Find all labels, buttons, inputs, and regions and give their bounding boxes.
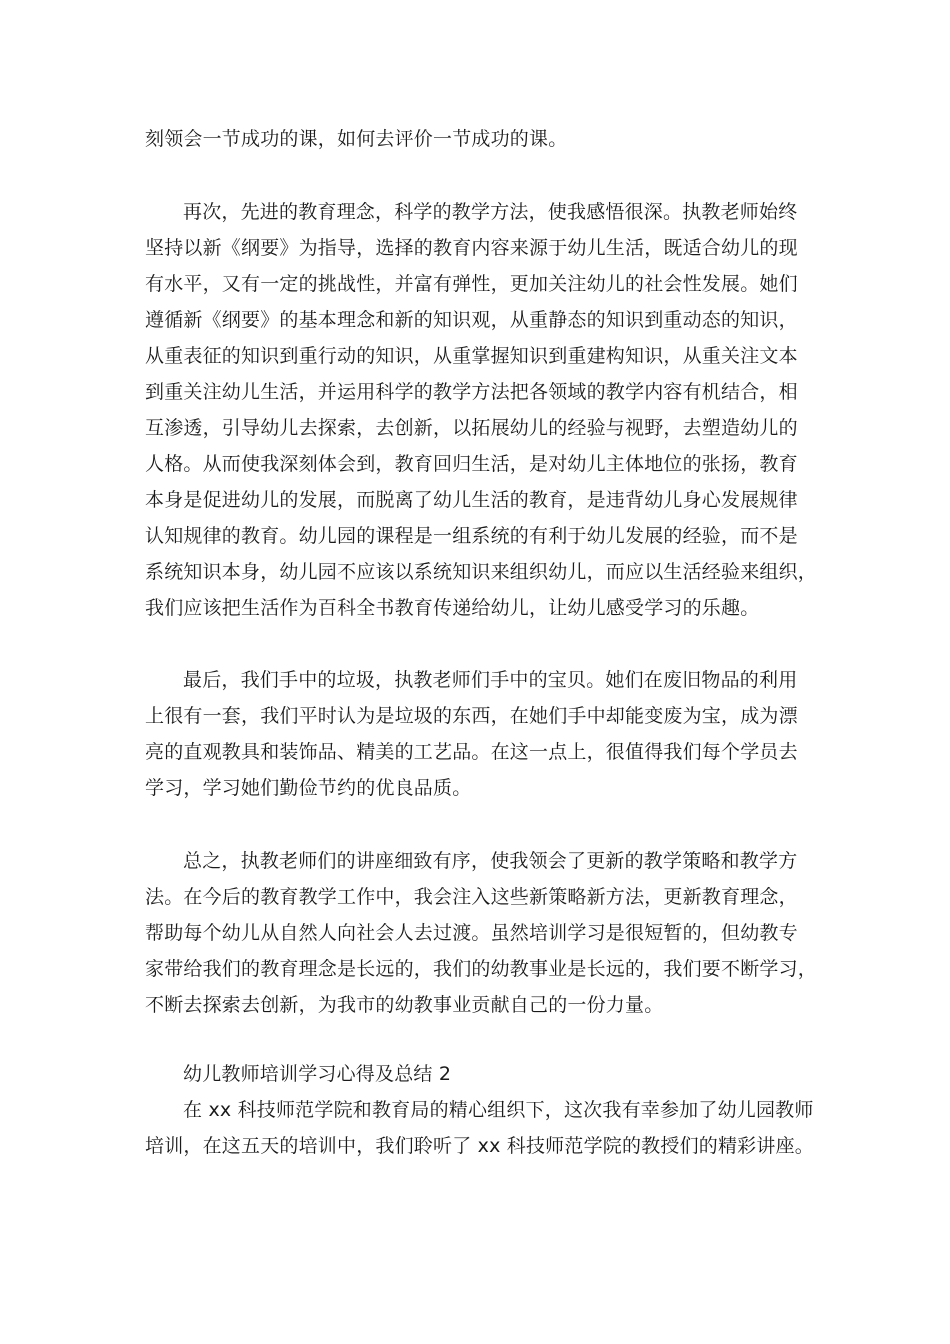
text-line: 总之，执教老师们的讲座细致有序，使我领会了更新的教学策略和教学方 bbox=[183, 850, 798, 872]
text-line: 互渗透，引导幼儿去探索，去创新，以拓展幼儿的经验与视野，去塑造幼儿的 bbox=[145, 417, 798, 439]
text-line: 遵循新《纲要》的基本理念和新的知识观，从重静态的知识到重动态的知识， bbox=[145, 309, 798, 331]
text-line: 法。在今后的教育教学工作中，我会注入这些新策略新方法，更新教育理念， bbox=[145, 886, 798, 908]
text-line: 人格。从而使我深刻体会到，教育回归生活，是对幼儿主体地位的张扬，教育 bbox=[145, 453, 798, 475]
text-line: 不断去探索去创新，为我市的幼教事业贡献自己的一份力量。 bbox=[145, 994, 664, 1016]
text-line: 学习，学习她们勤俭节约的优良品质。 bbox=[145, 777, 472, 799]
text-line: 认知规律的教育。幼儿园的课程是一组系统的有利于幼儿发展的经验，而不是 bbox=[145, 525, 798, 547]
text-line: 到重关注幼儿生活，并运用科学的教学方法把各领域的教学内容有机结合，相 bbox=[145, 381, 798, 403]
text-line: 坚持以新《纲要》为指导，选择的教育内容来源于幼儿生活，既适合幼儿的现 bbox=[145, 237, 798, 259]
text-line: 有水平，又有一定的挑战性，并富有弹性，更加关注幼儿的社会性发展。她们 bbox=[145, 273, 798, 295]
text-line: 家带给我们的教育理念是长远的，我们的幼教事业是长远的，我们要不断学习， bbox=[145, 958, 818, 980]
text-line: 刻领会一节成功的课，如何去评价一节成功的课。 bbox=[145, 128, 568, 150]
text-line: 亮的直观教具和装饰品、精美的工艺品。在这一点上，很值得我们每个学员去 bbox=[145, 741, 798, 763]
text-line: 本身是促进幼儿的发展，而脱离了幼儿生活的教育，是违背幼儿身心发展规律 bbox=[145, 489, 798, 511]
section-heading: 幼儿教师培训学习心得及总结 2 bbox=[183, 1063, 452, 1085]
text-line: 帮助每个幼儿从自然人向社会人去过渡。虽然培训学习是很短暂的，但幼教专 bbox=[145, 922, 798, 944]
text-line: 培训，在这五天的培训中，我们聆听了 xx 科技师范学院的教授们的精彩讲座。 bbox=[145, 1135, 814, 1157]
text-line: 再次，先进的教育理念，科学的教学方法，使我感悟很深。执教老师始终 bbox=[183, 201, 798, 223]
text-line: 我们应该把生活作为百科全书教育传递给幼儿，让幼儿感受学习的乐趣。 bbox=[145, 597, 760, 619]
text-line: 最后，我们手中的垃圾，执教老师们手中的宝贝。她们在废旧物品的利用 bbox=[183, 669, 798, 691]
text-line: 在 xx 科技师范学院和教育局的精心组织下，这次我有幸参加了幼儿园教师 bbox=[183, 1099, 814, 1121]
text-line: 从重表征的知识到重行动的知识，从重掌握知识到重建构知识，从重关注文本 bbox=[145, 345, 798, 367]
text-line: 系统知识本身，幼儿园不应该以系统知识来组织幼儿，而应以生活经验来组织， bbox=[145, 561, 818, 583]
text-line: 上很有一套，我们平时认为是垃圾的东西，在她们手中却能变废为宝，成为漂 bbox=[145, 705, 798, 727]
